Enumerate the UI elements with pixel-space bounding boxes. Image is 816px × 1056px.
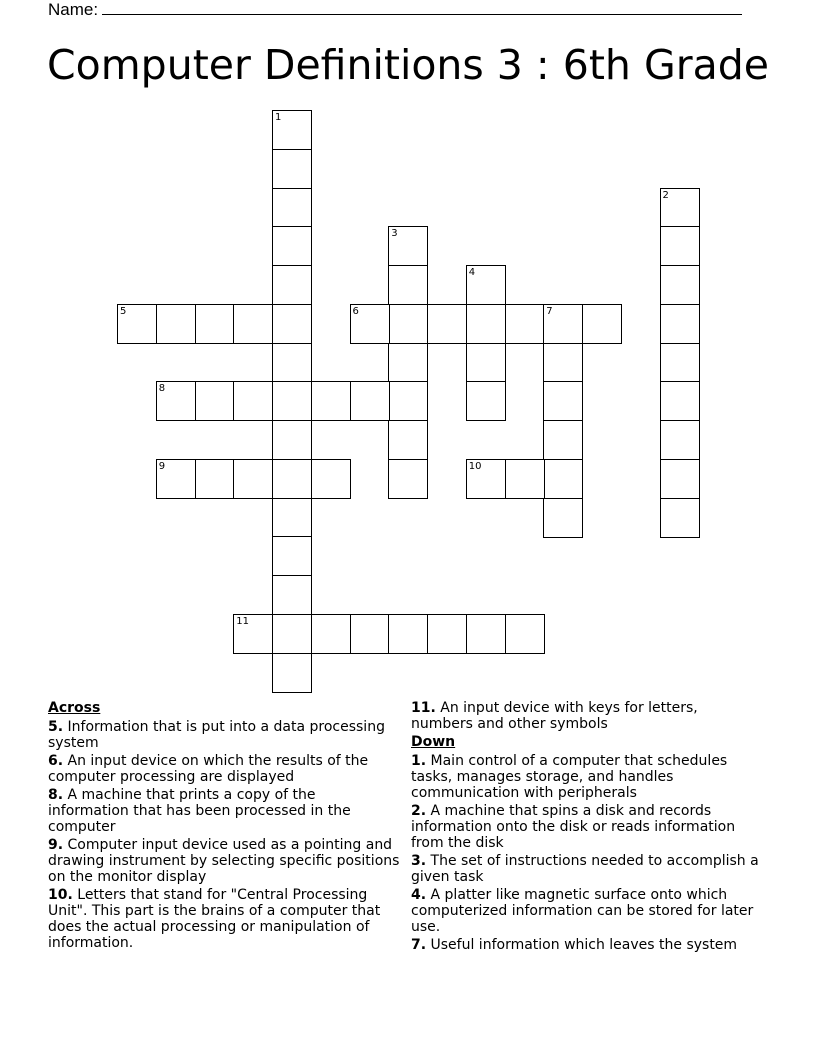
crossword-cell[interactable] bbox=[272, 575, 312, 615]
crossword-cell[interactable] bbox=[272, 420, 312, 460]
clue-number: 2. bbox=[411, 803, 427, 819]
crossword-cell[interactable] bbox=[427, 614, 467, 654]
crossword-cell[interactable] bbox=[505, 459, 545, 499]
crossword-cell[interactable] bbox=[350, 381, 390, 421]
clue-text: Computer input device used as a pointing and drawing instrument by selecting specific positions on the monitor display bbox=[48, 837, 400, 885]
crossword-cell[interactable] bbox=[311, 614, 351, 654]
clue-text: The set of instructions needed to accomplish a given task bbox=[411, 853, 759, 885]
crossword-cell[interactable] bbox=[388, 420, 428, 460]
clue-number: 7. bbox=[411, 937, 427, 953]
crossword-cell[interactable] bbox=[195, 304, 235, 344]
crossword-cell[interactable] bbox=[195, 459, 235, 499]
clue-across bbox=[48, 753, 400, 785]
clue-number: 8. bbox=[48, 787, 64, 803]
crossword-cell[interactable] bbox=[505, 304, 545, 344]
clue-across bbox=[411, 700, 763, 732]
crossword-cell[interactable] bbox=[388, 226, 428, 266]
clue-number-label: 7 bbox=[546, 305, 553, 317]
crossword-cell[interactable] bbox=[388, 459, 428, 499]
clue-across bbox=[48, 787, 400, 835]
clue-text: Useful information which leaves the system bbox=[430, 937, 738, 953]
clue-text: Main control of a computer that schedules tasks, manages storage, and handles communication with peripherals bbox=[411, 753, 728, 801]
name-label: Name: bbox=[48, 0, 99, 19]
crossword-cell[interactable] bbox=[156, 459, 196, 499]
clue-number: 4. bbox=[411, 887, 427, 903]
crossword-cell[interactable] bbox=[311, 381, 351, 421]
clue-across bbox=[48, 837, 400, 885]
clue-number-label: 8 bbox=[158, 383, 166, 395]
crossword-cell[interactable] bbox=[660, 188, 700, 228]
crossword-cell[interactable] bbox=[543, 459, 583, 499]
page-title: Computer Definitions 3 : 6th Grade bbox=[47, 41, 769, 89]
crossword-cell[interactable] bbox=[427, 304, 467, 344]
crossword-cell[interactable] bbox=[466, 304, 506, 344]
clue-number: 3. bbox=[411, 853, 427, 869]
crossword-cell[interactable] bbox=[272, 188, 312, 228]
crossword-cell[interactable] bbox=[466, 614, 506, 654]
crossword-cell[interactable] bbox=[272, 536, 312, 576]
crossword-cell[interactable] bbox=[388, 343, 428, 383]
crossword-cell[interactable] bbox=[156, 304, 196, 344]
clue-number: 6. bbox=[48, 753, 64, 769]
crossword-cell[interactable] bbox=[388, 265, 428, 305]
clue-down bbox=[411, 853, 763, 885]
crossword-cell[interactable] bbox=[660, 226, 700, 266]
crossword-cell[interactable] bbox=[543, 343, 583, 383]
crossword-cell[interactable] bbox=[543, 498, 583, 538]
clue-number-label: 1 bbox=[275, 112, 282, 123]
clue-text: Letters that stand for "Central Processing Unit". This part is the brains of a computer that does the actual processing or manipulation of information. bbox=[48, 887, 381, 951]
crossword-cell[interactable] bbox=[272, 304, 312, 344]
clue-number-label: 9 bbox=[158, 460, 166, 472]
crossword-cell[interactable] bbox=[272, 149, 312, 189]
crossword-cell[interactable] bbox=[233, 304, 273, 344]
crossword-cell[interactable] bbox=[117, 304, 157, 344]
crossword-cell[interactable] bbox=[272, 343, 312, 383]
crossword-cell[interactable] bbox=[466, 343, 506, 383]
clue-down bbox=[411, 887, 763, 935]
crossword-cell[interactable] bbox=[660, 420, 700, 460]
crossword-cell[interactable] bbox=[272, 498, 312, 538]
clue-down bbox=[411, 937, 763, 953]
crossword-cell[interactable] bbox=[388, 381, 428, 421]
crossword-cell[interactable] bbox=[233, 459, 273, 499]
crossword-cell[interactable] bbox=[466, 265, 506, 305]
crossword-cell[interactable] bbox=[660, 381, 700, 421]
crossword-cell[interactable] bbox=[311, 459, 351, 499]
clue-number-label: 3 bbox=[391, 228, 398, 240]
crossword-cell[interactable] bbox=[660, 304, 700, 344]
clue-number-label: 11 bbox=[236, 615, 249, 627]
crossword-cell[interactable] bbox=[233, 614, 273, 654]
crossword-cell[interactable] bbox=[272, 381, 312, 421]
crossword-cell[interactable] bbox=[660, 343, 700, 383]
crossword-cell[interactable] bbox=[505, 614, 545, 654]
clue-across bbox=[48, 719, 400, 751]
crossword-cell[interactable] bbox=[466, 381, 506, 421]
crossword-cell[interactable] bbox=[660, 265, 700, 305]
crossword-cell[interactable] bbox=[350, 304, 390, 344]
crossword-cell[interactable] bbox=[350, 614, 390, 654]
crossword-cell[interactable] bbox=[543, 420, 583, 460]
clue-number-label: 4 bbox=[468, 267, 476, 278]
clue-number: 11. bbox=[411, 700, 436, 716]
crossword-cell[interactable] bbox=[156, 381, 196, 421]
crossword-cell[interactable] bbox=[466, 459, 506, 499]
clue-across bbox=[48, 887, 400, 951]
across-heading: Across bbox=[48, 700, 101, 716]
clue-text: A platter like magnetic surface onto which computerized information can be stored for later use. bbox=[411, 887, 754, 935]
clue-number-label: 10 bbox=[468, 460, 482, 472]
clue-number-label: 2 bbox=[662, 189, 669, 201]
crossword-cell[interactable] bbox=[272, 226, 312, 266]
clue-number-label: 5 bbox=[120, 305, 127, 317]
clue-text: A machine that prints a copy of the information that has been processed in the computer bbox=[48, 787, 351, 835]
crossword-cell[interactable] bbox=[543, 304, 583, 344]
crossword-cell[interactable] bbox=[582, 304, 622, 344]
crossword-cell[interactable] bbox=[272, 265, 312, 305]
crossword-cell[interactable] bbox=[660, 498, 700, 538]
clue-number: 9. bbox=[48, 837, 64, 853]
clue-number: 10. bbox=[48, 887, 73, 903]
down-heading: Down bbox=[411, 734, 456, 750]
clue-down bbox=[411, 753, 763, 801]
crossword-cell[interactable] bbox=[233, 381, 273, 421]
clue-down bbox=[411, 803, 763, 851]
clue-text: A machine that spins a disk and records information onto the disk or reads information from the disk bbox=[411, 803, 736, 851]
clues-left-column bbox=[48, 700, 400, 953]
crossword-cell[interactable] bbox=[272, 614, 312, 654]
clue-text: An input device with keys for letters, numbers and other symbols bbox=[411, 700, 698, 732]
crossword-cell[interactable] bbox=[195, 381, 235, 421]
crossword-cell[interactable] bbox=[660, 459, 700, 499]
crossword-cell[interactable] bbox=[388, 614, 428, 654]
crossword-cell[interactable] bbox=[272, 653, 312, 693]
crossword-cell[interactable] bbox=[543, 381, 583, 421]
clue-number-label: 6 bbox=[352, 305, 359, 317]
clue-number: 1. bbox=[411, 753, 427, 769]
crossword-cell[interactable] bbox=[272, 459, 312, 499]
clues-right-column bbox=[411, 700, 763, 955]
crossword-cell[interactable] bbox=[388, 304, 428, 344]
crossword-cell[interactable] bbox=[272, 110, 312, 150]
clue-text: Information that is put into a data processing system bbox=[48, 719, 385, 751]
clue-text: An input device on which the results of the computer processing are displayed bbox=[48, 753, 369, 785]
clue-number: 5. bbox=[48, 719, 64, 735]
